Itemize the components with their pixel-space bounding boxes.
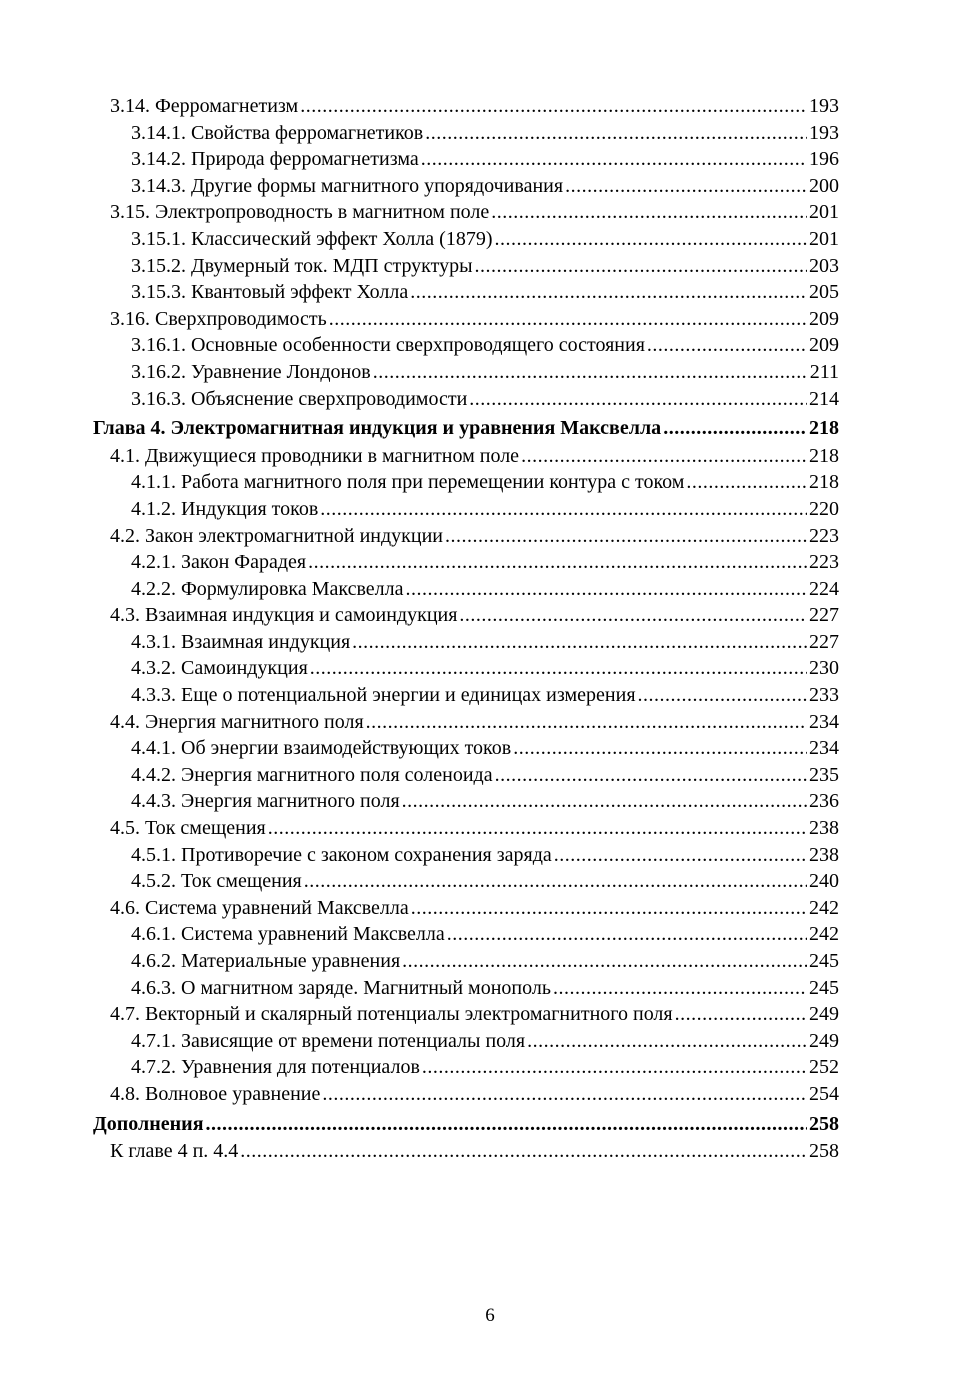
toc-entry (93, 386, 839, 413)
toc-entry-page: 234 (809, 737, 839, 760)
toc-entry (93, 762, 839, 789)
toc-entry (93, 576, 839, 603)
dot-leader (373, 359, 808, 386)
dot-leader (527, 1028, 807, 1055)
dot-leader (675, 1001, 807, 1028)
toc-entry-page: 233 (809, 684, 839, 707)
toc-entry-page: 227 (809, 630, 839, 653)
dot-leader (268, 815, 807, 842)
toc-entry-title: 4.4.2. Энергия магнитного поля соленоида (131, 763, 493, 786)
dot-leader (411, 895, 807, 922)
toc-entry-title: 4.1. Движущиеся проводники в магнитном поле (110, 444, 520, 467)
dot-leader (447, 921, 807, 948)
toc-entry-title: 4.2.2. Формулировка Максвелла (131, 577, 404, 600)
toc-entry-page: 238 (809, 843, 839, 866)
dot-leader (475, 253, 807, 280)
toc-entry-page: 242 (809, 923, 839, 946)
dot-leader (495, 226, 807, 253)
toc-entry (93, 199, 839, 226)
toc-entry (93, 359, 839, 386)
toc-entry-page: 223 (809, 551, 839, 574)
toc-entry-page: 249 (809, 1003, 839, 1026)
toc-entry-page: 258 (809, 1112, 839, 1135)
toc-entry-page: 254 (809, 1082, 839, 1105)
toc-entry-title: 4.4.3. Энергия магнитного поля (131, 790, 400, 813)
dot-leader (521, 443, 807, 470)
toc-entry-page: 196 (809, 148, 839, 171)
toc-entry-page: 249 (809, 1029, 839, 1052)
toc-entry (93, 921, 839, 948)
toc-entry-title: 3.16.1. Основные особенности сверхпроводящего состояния (131, 334, 645, 357)
toc-entry (93, 948, 839, 975)
toc-entry (93, 868, 839, 895)
dot-leader (565, 173, 807, 200)
toc-entry-page: 235 (809, 763, 839, 786)
dot-leader (553, 975, 807, 1002)
toc-entry (93, 523, 839, 550)
toc-entry-title: 4.5. Ток смещения (110, 817, 266, 840)
toc-entry (93, 306, 839, 333)
dot-leader (240, 1138, 807, 1165)
toc-entry-page: 205 (809, 281, 839, 304)
toc-entry (93, 709, 839, 736)
toc-entry (93, 815, 839, 842)
toc-entry-title: 4.6. Система уравнений Максвелла (110, 896, 409, 919)
toc-chapter-entry (93, 1111, 839, 1138)
toc-chapter-entry (93, 415, 839, 442)
dot-leader (300, 93, 807, 120)
dot-leader (310, 655, 807, 682)
toc-entry (93, 1054, 839, 1081)
toc-entry (93, 682, 839, 709)
toc-entry (93, 332, 839, 359)
toc-entry-page: 220 (809, 497, 839, 520)
toc-entry-page: 203 (809, 254, 839, 277)
toc-entry-title: 3.14.3. Другие формы магнитного упорядочивания (131, 174, 564, 197)
toc-entry (93, 655, 839, 682)
page-number: 6 (485, 1305, 495, 1326)
toc-entry-title: 4.6.2. Материальные уравнения (131, 950, 401, 972)
dot-leader (495, 762, 807, 789)
toc-entry-page: 218 (809, 444, 839, 467)
toc-entry-page: 209 (809, 334, 839, 357)
dot-leader (491, 199, 807, 226)
toc-entry-title: 3.15.1. Классический эффект Холла (1879) (131, 227, 493, 250)
toc-entry-title: 4.4.1. Об энергии взаимодействующих токов (131, 737, 512, 760)
dot-leader (366, 709, 807, 736)
toc-entry-title: 3.15.3. Квантовый эффект Холла (131, 281, 409, 304)
toc-entry (93, 549, 839, 576)
toc-entry (93, 443, 839, 470)
dot-leader (320, 496, 807, 523)
toc-entry-title: 4.7.2. Уравнения для потенциалов (131, 1056, 420, 1079)
dot-leader (554, 842, 807, 869)
toc-entry-page: 242 (809, 896, 839, 919)
toc-entry-title: 3.14. Ферромагнетизм (110, 95, 299, 117)
toc-entry (93, 226, 839, 253)
dot-leader (308, 549, 807, 576)
toc-entry-page: 223 (809, 524, 839, 547)
toc-entry-page: 211 (809, 360, 839, 383)
toc-entry (93, 735, 839, 762)
dot-leader (402, 948, 807, 975)
toc-entry (93, 895, 839, 922)
toc-entry-page: 200 (809, 174, 839, 197)
dot-leader (459, 602, 807, 629)
toc-entry-title: 3.14.2. Природа ферромагнетизма (131, 148, 419, 171)
toc-entry (93, 146, 839, 173)
toc-entry (93, 469, 839, 496)
toc-entry-page: 193 (809, 121, 839, 144)
toc-entry-page: 245 (809, 976, 839, 999)
toc-entry-title: Глава 4. Электромагнитная индукция и уравнения Максвелла (93, 417, 662, 440)
dot-leader (469, 386, 807, 413)
toc-entry-page: 209 (809, 307, 839, 330)
toc-entry (93, 1001, 839, 1028)
toc-entry-page: 227 (809, 604, 839, 627)
toc-entry (93, 279, 839, 306)
dot-leader (352, 629, 807, 656)
toc-entry (93, 788, 839, 815)
toc-entry-title: 4.3.3. Еще о потенциальной энергии и единицах измерения (131, 684, 636, 707)
toc-entry-page: 218 (809, 417, 839, 440)
toc-entry-title: 4.5.1. Противоречие с законом сохранения заряда (131, 843, 552, 866)
toc-entry-page: 245 (809, 950, 839, 972)
toc-entry (93, 842, 839, 869)
dot-leader (638, 682, 807, 709)
toc-entry-page: 240 (809, 870, 839, 893)
dot-leader (425, 120, 807, 147)
toc-entry (93, 1028, 839, 1055)
dot-leader (206, 1111, 807, 1138)
toc-entry (93, 120, 839, 147)
toc-entry-page: 234 (809, 710, 839, 733)
toc-entry-page: 193 (809, 95, 839, 117)
toc-entry-title: Дополнения (93, 1112, 204, 1135)
toc-entry-page: 218 (809, 471, 839, 494)
toc-entry (93, 602, 839, 629)
dot-leader (647, 332, 807, 359)
toc-entry-page: 252 (809, 1056, 839, 1079)
dot-leader (513, 735, 807, 762)
toc-entry-title: 4.1.1. Работа магнитного поля при перемещении контура с током (131, 471, 685, 494)
toc-entry (93, 1138, 839, 1165)
toc-entry (93, 975, 839, 1002)
dot-leader (421, 146, 807, 173)
toc-entry-title: 4.7.1. Зависящие от времени потенциалы поля (131, 1029, 526, 1052)
toc-entry-title: 3.15. Электропроводность в магнитном поле (110, 201, 490, 224)
toc-entry-title: 4.4. Энергия магнитного поля (110, 710, 364, 733)
toc-entry (93, 629, 839, 656)
toc-entry-page: 258 (809, 1140, 839, 1163)
toc-entry-title: 3.16. Сверхпроводимость (110, 307, 327, 330)
toc-entry-title: 4.8. Волновое уравнение (110, 1082, 321, 1105)
toc-entry-title: 4.5.2. Ток смещения (131, 870, 302, 893)
toc-entry-title: 4.6.3. О магнитном заряде. Магнитный монополь (131, 976, 551, 999)
dot-leader (402, 788, 807, 815)
toc-entry-title: 4.2. Закон электромагнитной индукции (110, 524, 443, 547)
dot-leader (422, 1054, 807, 1081)
toc-entry-title: 3.15.2. Двумерный ток. МДП структуры (131, 254, 473, 277)
toc-entry-page: 236 (809, 790, 839, 813)
toc-entry (93, 496, 839, 523)
toc-entry-title: К главе 4 п. 4.4 (110, 1140, 239, 1163)
toc-entry (93, 173, 839, 200)
toc-entry-page: 238 (809, 817, 839, 840)
toc-entry-title: 4.3. Взаимная индукция и самоиндукция (110, 604, 458, 627)
toc-entry-title: 4.6.1. Система уравнений Максвелла (131, 923, 445, 946)
dot-leader (304, 868, 807, 895)
dot-leader (406, 576, 808, 603)
table-of-contents (93, 93, 839, 1165)
toc-entry (93, 1081, 839, 1108)
toc-entry-title: 4.3.1. Взаимная индукция (131, 630, 351, 653)
toc-entry-title: 4.3.2. Самоиндукция (131, 657, 308, 680)
dot-leader (445, 523, 807, 550)
toc-entry-page: 201 (809, 227, 839, 250)
dot-leader (663, 415, 807, 442)
toc-entry-title: 3.16.3. Объяснение сверхпроводимости (131, 387, 468, 410)
dot-leader (329, 306, 807, 333)
toc-entry-title: 3.14.1. Свойства ферромагнетиков (131, 121, 424, 144)
toc-entry-title: 4.2.1. Закон Фарадея (131, 551, 307, 574)
toc-entry-page: 214 (809, 387, 839, 410)
toc-entry-title: 4.7. Векторный и скалярный потенциалы электромагнитного поля (110, 1003, 673, 1026)
toc-entry-page: 224 (809, 577, 839, 600)
toc-entry (93, 93, 839, 120)
toc-entry-title: 3.16.2. Уравнение Лондонов (131, 360, 371, 383)
dot-leader (686, 469, 807, 496)
dot-leader (322, 1081, 807, 1108)
toc-entry-title: 4.1.2. Индукция токов (131, 497, 319, 520)
toc-entry-page: 201 (809, 201, 839, 224)
dot-leader (410, 279, 807, 306)
toc-entry (93, 253, 839, 280)
toc-entry-page: 230 (809, 657, 839, 680)
